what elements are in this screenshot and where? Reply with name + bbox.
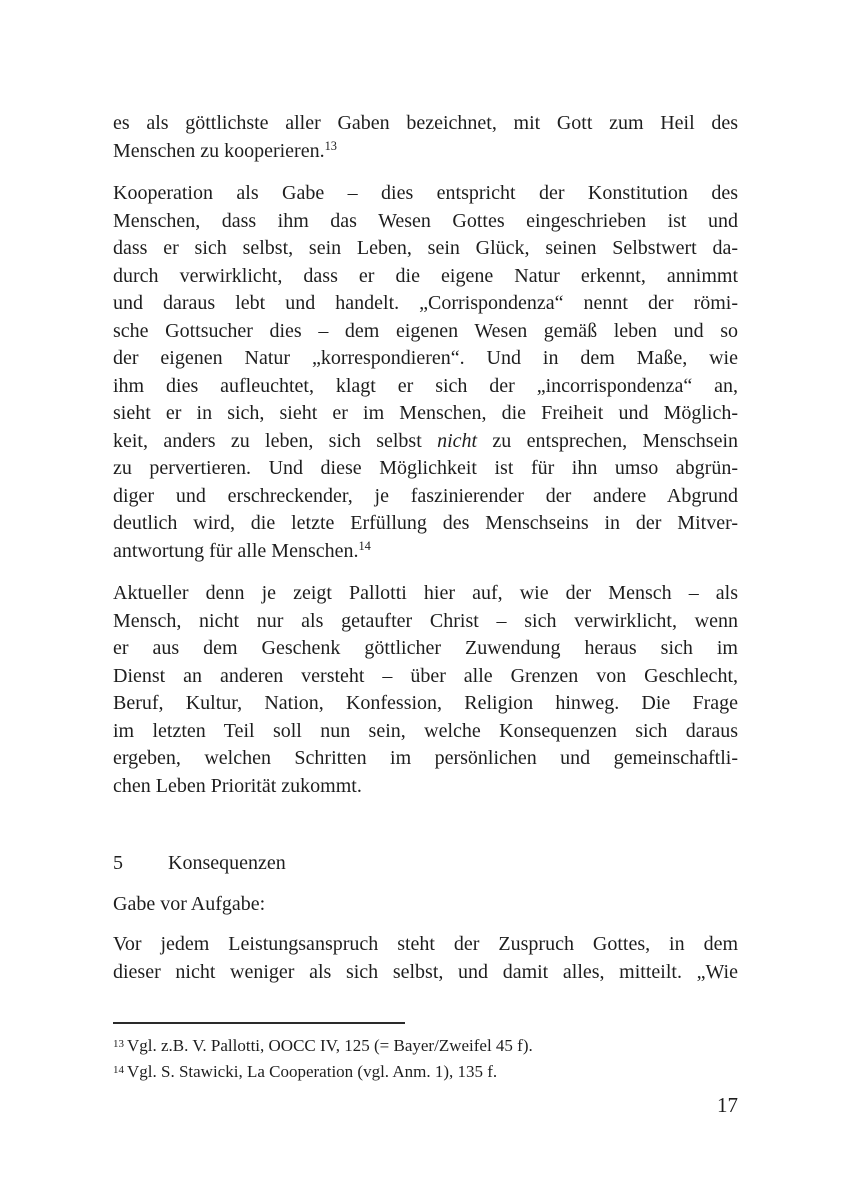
footnote-marker: 14 (113, 1063, 124, 1076)
section-number: 5 (113, 852, 123, 874)
text-line (113, 663, 738, 691)
text-line (113, 635, 738, 663)
text-line (113, 428, 738, 456)
text-line (113, 138, 738, 166)
text-line (113, 455, 738, 483)
text-run: Kooperation als Gabe – dies entspricht der Konstitution des (113, 182, 738, 204)
text-line (113, 580, 738, 608)
text-run: Mensch, nicht nur als getaufter Christ – sich verwirklicht, wenn (113, 609, 738, 632)
footnote-area (113, 1022, 738, 1085)
text-line (113, 690, 738, 718)
text-run: dass er sich selbst, sein Leben, sein Glück, seinen Selbstwert da- (113, 237, 738, 259)
text-run: ergeben, welchen Schritten im persönlichen und gemeinschaftli- (113, 747, 738, 769)
text-line (113, 318, 738, 346)
text-line (113, 263, 738, 291)
paragraph-gabe (113, 891, 738, 919)
text-run: sieht er in sich, sieht er im Menschen, die Freiheit und Möglich- (113, 402, 738, 424)
text-line (113, 718, 738, 746)
footnote-marker: 13 (113, 1037, 124, 1050)
text-run: dieser nicht weniger als sich selbst, und damit alles, mitteilt. „Wie (113, 960, 738, 983)
paragraph-5 (113, 931, 738, 986)
text-run: Aktueller denn je zeigt Pallotti hier auf, wie der Mensch – als (113, 582, 738, 604)
text-line (113, 290, 738, 318)
text-run: er aus dem Geschenk göttlicher Zuwendung heraus sich im (113, 637, 738, 659)
text-run: es als göttlichste aller Gaben bezeichnet, mit Gott zum Heil des (113, 112, 738, 134)
text-line (113, 483, 738, 511)
text-run: zu entsprechen, Menschsein (477, 429, 739, 452)
footnote-separator (113, 1022, 405, 1024)
footnote-text: Vgl. z.B. V. Pallotti, OOCC IV, 125 (= Bayer/Zweifel 45 f). (127, 1036, 533, 1055)
text-line (113, 891, 738, 919)
footnote-13 (113, 1033, 738, 1059)
text-run: diger und erschreckender, je faszinierender der andere Abgrund (113, 484, 738, 507)
text-line (113, 773, 738, 801)
page-number: 17 (717, 1093, 738, 1117)
text-line (113, 400, 738, 428)
text-run: Menschen zu kooperieren. (113, 139, 325, 162)
text-run: antwortung für alle Menschen. (113, 539, 359, 562)
text-line (113, 235, 738, 263)
footnote-ref: 14 (358, 539, 371, 554)
text-run: Menschen, dass ihm das Wesen Gottes eingeschrieben ist und (113, 209, 738, 232)
emphasis-text: nicht (437, 429, 478, 452)
text-line (113, 180, 738, 208)
text-run: Beruf, Kultur, Nation, Konfession, Religion hinweg. Die Frage (113, 692, 738, 714)
text-line (113, 538, 738, 566)
text-line (113, 510, 738, 538)
section-title: Konsequenzen (168, 852, 286, 874)
section-heading (113, 850, 738, 878)
footnote-text: Vgl. S. Stawicki, La Cooperation (vgl. Anm. 1), 135 f. (127, 1062, 498, 1081)
text-run: ihm dies aufleuchtet, klagt er sich der „incorrispondenza“ an, (113, 374, 738, 397)
text-line (113, 345, 738, 373)
text-line (113, 745, 738, 773)
text-line (113, 931, 738, 959)
text-line (113, 110, 738, 138)
footnote-ref: 13 (324, 139, 337, 154)
text-line (113, 608, 738, 636)
text-run: durch verwirklicht, dass er die eigene Natur erkennt, annimmt (113, 264, 738, 287)
text-run: zu pervertieren. Und diese Möglichkeit ist für ihn umso abgrün- (113, 457, 738, 479)
text-run: Vor jedem Leistungsanspruch steht der Zuspruch Gottes, in dem (113, 933, 738, 955)
paragraph-3 (113, 580, 738, 800)
body-text (113, 110, 738, 986)
text-run: der eigenen Natur „korrespondieren“. Und in dem Maße, wie (113, 347, 738, 369)
text-run: Dienst an anderen versteht – über alle Grenzen von Geschlecht, (113, 664, 738, 687)
text-run: und daraus lebt und handelt. „Corrispondenza“ nennt der römi- (113, 292, 738, 314)
text-run: keit, anders zu leben, sich selbst (113, 429, 438, 452)
footnote-14 (113, 1059, 738, 1085)
text-run: Gabe vor Aufgabe: (113, 892, 266, 915)
text-run: deutlich wird, die letzte Erfüllung des Menschseins in der Mitver- (113, 512, 738, 534)
text-run: im letzten Teil soll nun sein, welche Konsequenzen sich daraus (113, 719, 738, 742)
text-run: sche Gottsucher dies – dem eigenen Wesen gemäß leben und so (113, 319, 738, 342)
paragraph-2 (113, 180, 738, 565)
text-line (113, 208, 738, 236)
paragraph-1 (113, 110, 738, 165)
text-line (113, 959, 738, 987)
text-run: chen Leben Priorität zukommt. (113, 774, 362, 797)
text-line (113, 373, 738, 401)
